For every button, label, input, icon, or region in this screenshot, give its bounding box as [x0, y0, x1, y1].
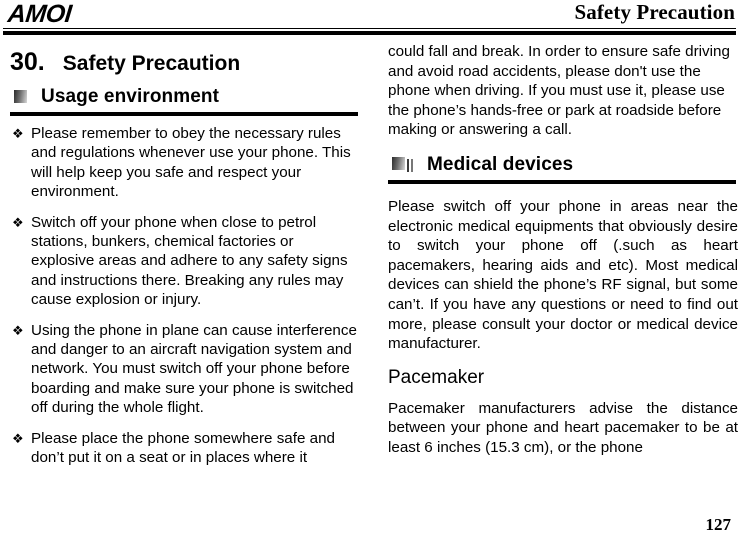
diamond-bullet-icon: ❖ [12, 214, 24, 230]
subheading-pacemaker: Pacemaker [388, 366, 485, 388]
list-item-text: Please place the phone somewhere safe and don’t put it on a seat or in places where it [31, 429, 335, 467]
medical-devices-paragraph: Please switch off your phone in areas near the electronic medical equipments that obviously desire to switch your phone off (.such as heart pacemakers, hearing aids and etc). Most medical devices can shield the phone’s RF signal, but some can’t. If you have any questions or need to find out more, please consult your doctor or medical device manufacturer. [388, 197, 738, 353]
diamond-bullet-icon: ❖ [12, 430, 24, 446]
list-item [12, 321, 360, 418]
pacemaker-paragraph: Pacemaker manufacturers advise the distance between your phone and heart pacemaker to be at least 6 inches (15.3 cm), or the phone [388, 399, 738, 456]
gradient-square-icon [392, 157, 405, 170]
section-title-medical-devices: Medical devices [427, 153, 574, 175]
section-heading-usage-environment [14, 84, 360, 110]
continued-paragraph: could fall and break. In order to ensure safe driving and avoid road accidents, please don't use the phone when driving. If you must use it, please use the phone’s hands-free or park at roadside before making or answering a call. [388, 43, 730, 139]
list-item-text: Switch off your phone when close to petrol stations, bunkers, chemical factories or explosive areas and adhere to any safety signs and instructions there. Breaking any rules may cause explosion or injury. [31, 213, 348, 309]
list-item-text: Using the phone in plane can cause interference and danger to an aircraft navigation system and network. You must switch off your phone before boarding and make sure your phone is switched off during the whole flight. [31, 321, 357, 417]
section-rule-medical-devices [388, 180, 736, 184]
page-header [0, 0, 739, 33]
list-item [12, 213, 360, 310]
diamond-bullet-icon: ❖ [12, 322, 24, 338]
chapter-number: 30. [10, 48, 45, 76]
page-body [0, 42, 739, 512]
section-rule-usage-environment [10, 112, 358, 116]
usage-environment-bullet-list [8, 124, 360, 468]
chapter-title: Safety Precaution [62, 52, 241, 75]
section-title-usage-environment: Usage environment [41, 86, 220, 107]
header-rule-thick [3, 31, 736, 35]
list-item-text: Please remember to obey the necessary rules and regulations whenever use your phone. This will help keep you safe and respect your environment. [31, 125, 351, 201]
running-header-title: Safety Precaution [574, 0, 735, 24]
page-number: 127 [705, 515, 731, 534]
header-rule-thin [3, 28, 736, 29]
left-column [8, 42, 360, 468]
amoi-logo: AMOI [6, 0, 73, 28]
bars-icon [407, 158, 413, 172]
list-item [12, 124, 360, 202]
chapter-heading [10, 48, 360, 78]
gradient-square-icon [14, 90, 27, 103]
list-item [12, 429, 360, 468]
diamond-bullet-icon: ❖ [12, 126, 24, 141]
right-column [386, 42, 738, 470]
section-heading-medical-devices [392, 152, 738, 178]
